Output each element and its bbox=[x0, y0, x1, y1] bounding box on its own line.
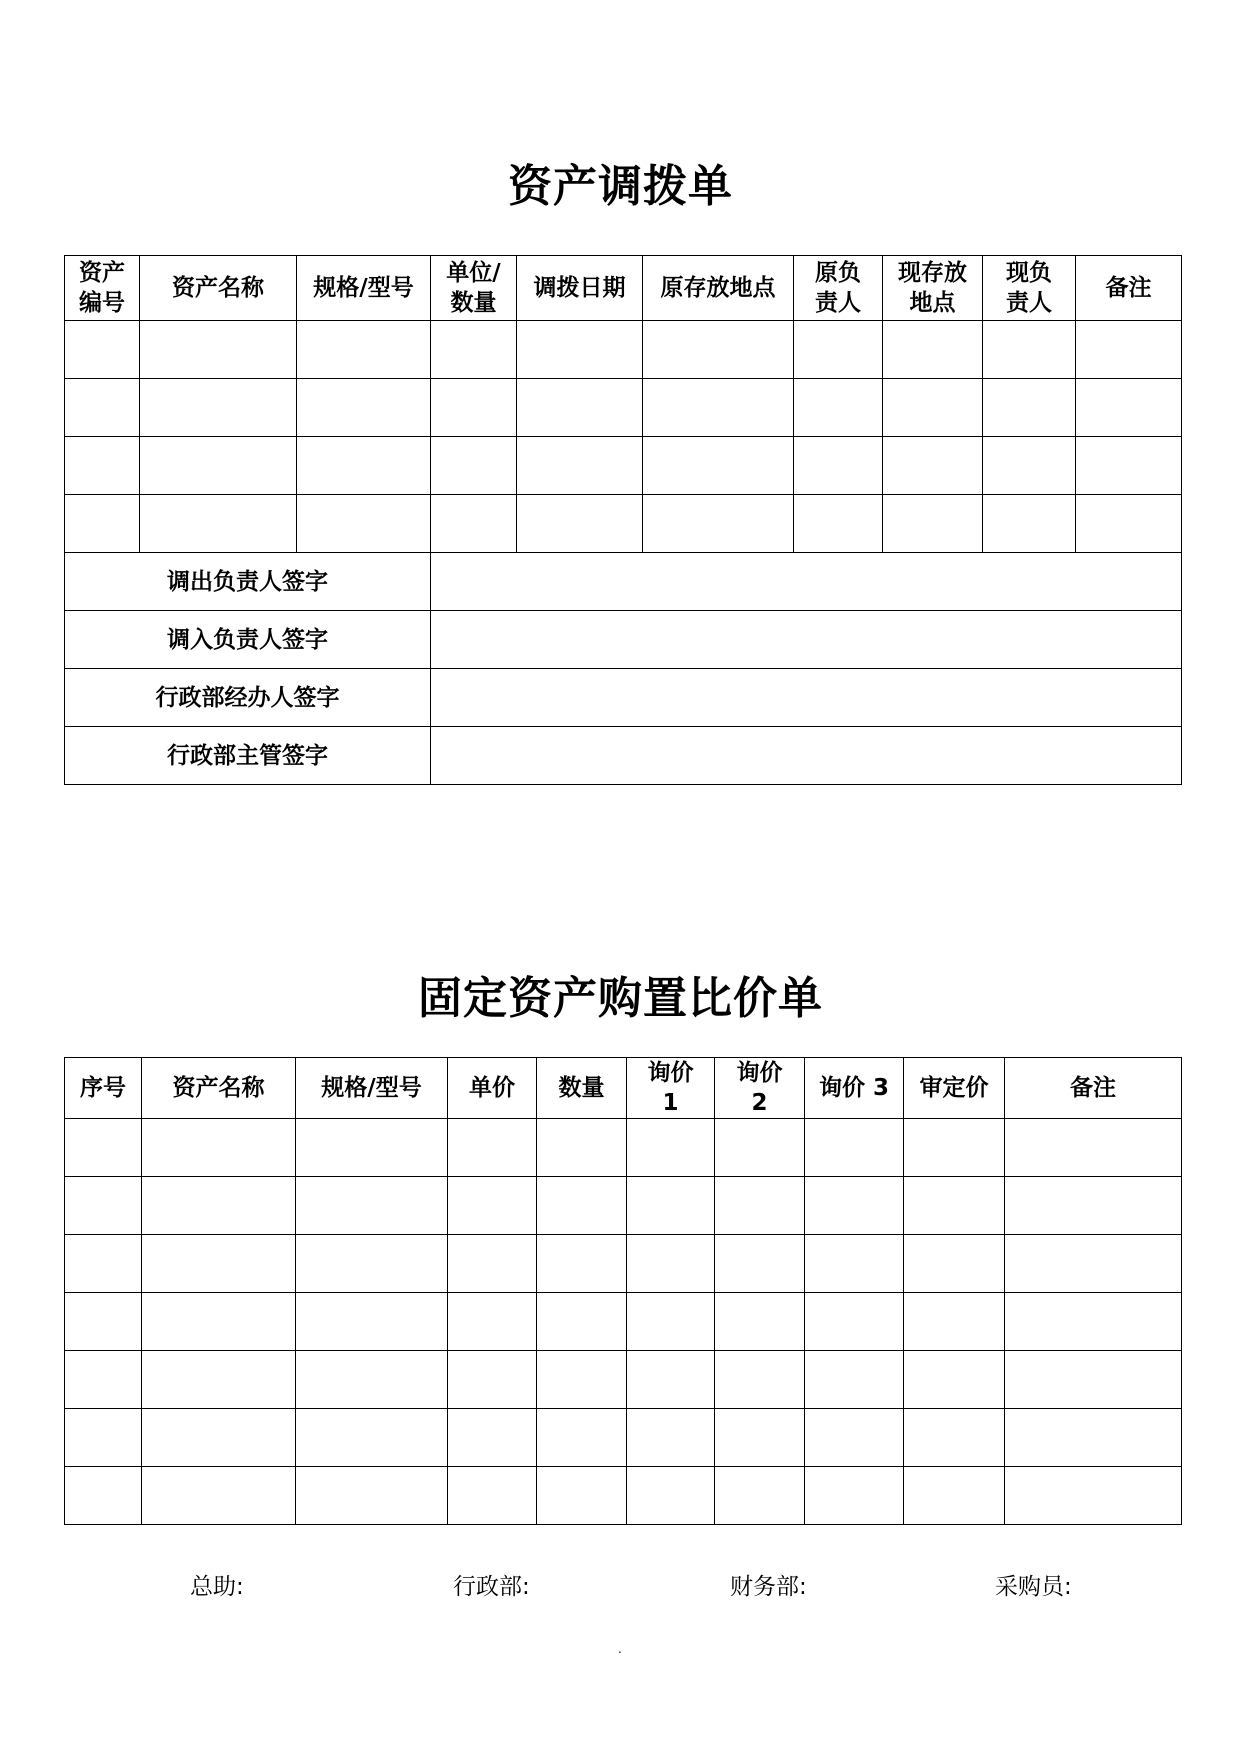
table-cell[interactable] bbox=[904, 1351, 1005, 1409]
table-cell[interactable] bbox=[65, 1351, 142, 1409]
table-cell[interactable] bbox=[904, 1235, 1005, 1293]
header-row bbox=[65, 256, 1182, 321]
table-cell[interactable] bbox=[805, 1235, 904, 1293]
signature-label: 调入负责人签字 bbox=[65, 611, 431, 669]
table-cell[interactable] bbox=[643, 495, 794, 553]
table-cell[interactable] bbox=[537, 1351, 627, 1409]
table-cell[interactable] bbox=[904, 1293, 1005, 1351]
table-cell[interactable] bbox=[715, 1119, 805, 1177]
table-cell[interactable] bbox=[140, 495, 297, 553]
table-cell[interactable] bbox=[140, 437, 297, 495]
table-cell[interactable] bbox=[65, 1235, 142, 1293]
table-cell[interactable] bbox=[448, 1467, 537, 1525]
form1-title: 资产调拨单 bbox=[508, 161, 733, 212]
signature-row bbox=[65, 611, 1182, 669]
table-cell[interactable] bbox=[537, 1467, 627, 1525]
table-cell[interactable] bbox=[297, 437, 431, 495]
table-cell[interactable] bbox=[517, 437, 643, 495]
column-header: 备注 bbox=[1005, 1058, 1182, 1119]
table-cell[interactable] bbox=[715, 1177, 805, 1235]
column-header: 询价 1 bbox=[627, 1058, 715, 1119]
table-cell[interactable] bbox=[794, 379, 883, 437]
column-header: 原存放地点 bbox=[643, 256, 794, 321]
table-cell[interactable] bbox=[431, 321, 517, 379]
signature-label: 调出负责人签字 bbox=[65, 553, 431, 611]
footer-assistant-label: 总助: bbox=[190, 1574, 244, 1600]
table-cell[interactable] bbox=[65, 1119, 142, 1177]
table-cell[interactable] bbox=[448, 1119, 537, 1177]
table-cell[interactable] bbox=[448, 1351, 537, 1409]
table-cell[interactable] bbox=[883, 321, 983, 379]
table-cell[interactable] bbox=[65, 437, 140, 495]
table-cell[interactable] bbox=[142, 1177, 296, 1235]
table-cell[interactable] bbox=[537, 1235, 627, 1293]
table-cell[interactable] bbox=[983, 379, 1076, 437]
signature-field[interactable] bbox=[431, 727, 1182, 785]
table-cell[interactable] bbox=[1076, 437, 1182, 495]
table-cell[interactable] bbox=[296, 1119, 448, 1177]
column-header: 审定价 bbox=[904, 1058, 1005, 1119]
table-cell[interactable] bbox=[904, 1119, 1005, 1177]
table-row bbox=[65, 495, 1182, 553]
table-cell[interactable] bbox=[1005, 1235, 1182, 1293]
table-cell[interactable] bbox=[794, 321, 883, 379]
column-header: 单价 bbox=[448, 1058, 537, 1119]
column-header: 规格/型号 bbox=[297, 256, 431, 321]
header-row bbox=[65, 1058, 1182, 1119]
column-header: 资产名称 bbox=[140, 256, 297, 321]
signature-row bbox=[65, 727, 1182, 785]
column-header: 序号 bbox=[65, 1058, 142, 1119]
table-cell[interactable] bbox=[140, 379, 297, 437]
table-cell[interactable] bbox=[627, 1119, 715, 1177]
table-cell[interactable] bbox=[715, 1235, 805, 1293]
table-cell[interactable] bbox=[627, 1409, 715, 1467]
table-cell[interactable] bbox=[297, 321, 431, 379]
table-row bbox=[65, 1177, 1182, 1235]
table-cell[interactable] bbox=[627, 1467, 715, 1525]
table-cell[interactable] bbox=[805, 1119, 904, 1177]
signature-row bbox=[65, 553, 1182, 611]
table-cell[interactable] bbox=[904, 1177, 1005, 1235]
table-cell[interactable] bbox=[142, 1235, 296, 1293]
table-cell[interactable] bbox=[296, 1467, 448, 1525]
signature-label: 行政部经办人签字 bbox=[65, 669, 431, 727]
table-cell[interactable] bbox=[448, 1409, 537, 1467]
table-cell[interactable] bbox=[297, 379, 431, 437]
table-cell[interactable] bbox=[805, 1177, 904, 1235]
table-cell[interactable] bbox=[715, 1467, 805, 1525]
column-header: 询价 3 bbox=[805, 1058, 904, 1119]
table-cell[interactable] bbox=[297, 495, 431, 553]
table-cell[interactable] bbox=[805, 1409, 904, 1467]
table-cell[interactable] bbox=[883, 437, 983, 495]
table-cell[interactable] bbox=[431, 379, 517, 437]
form2-title: 固定资产购置比价单 bbox=[418, 973, 823, 1024]
asset-transfer-table bbox=[64, 255, 1182, 785]
table-cell[interactable] bbox=[1005, 1351, 1182, 1409]
table-cell[interactable] bbox=[142, 1409, 296, 1467]
table-cell[interactable] bbox=[643, 321, 794, 379]
price-comparison-table bbox=[64, 1057, 1182, 1525]
signature-field[interactable] bbox=[431, 553, 1182, 611]
column-header: 规格/型号 bbox=[296, 1058, 448, 1119]
column-header: 询价 2 bbox=[715, 1058, 805, 1119]
table-cell[interactable] bbox=[296, 1409, 448, 1467]
table-cell[interactable] bbox=[65, 379, 140, 437]
table-cell[interactable] bbox=[627, 1235, 715, 1293]
table-cell[interactable] bbox=[142, 1351, 296, 1409]
table-cell[interactable] bbox=[517, 495, 643, 553]
table-cell[interactable] bbox=[517, 379, 643, 437]
table-row bbox=[65, 379, 1182, 437]
column-header: 现负 责人 bbox=[983, 256, 1076, 321]
table-cell[interactable] bbox=[142, 1119, 296, 1177]
table-cell[interactable] bbox=[142, 1293, 296, 1351]
table-cell[interactable] bbox=[296, 1177, 448, 1235]
table-row bbox=[65, 1235, 1182, 1293]
table-cell[interactable] bbox=[983, 321, 1076, 379]
table-cell[interactable] bbox=[1076, 321, 1182, 379]
table-cell[interactable] bbox=[65, 1177, 142, 1235]
table-cell[interactable] bbox=[65, 1409, 142, 1467]
table-cell[interactable] bbox=[983, 495, 1076, 553]
table-cell[interactable] bbox=[805, 1293, 904, 1351]
column-header: 单位/ 数量 bbox=[431, 256, 517, 321]
table-cell[interactable] bbox=[643, 437, 794, 495]
table-cell[interactable] bbox=[431, 495, 517, 553]
page-marker: . bbox=[618, 1642, 622, 1656]
table-row bbox=[65, 1293, 1182, 1351]
table-cell[interactable] bbox=[65, 1467, 142, 1525]
table-cell[interactable] bbox=[904, 1409, 1005, 1467]
table-cell[interactable] bbox=[1005, 1293, 1182, 1351]
table-cell[interactable] bbox=[431, 437, 517, 495]
signature-label: 行政部主管签字 bbox=[65, 727, 431, 785]
table-cell[interactable] bbox=[140, 321, 297, 379]
table-cell[interactable] bbox=[1076, 379, 1182, 437]
table-row bbox=[65, 1351, 1182, 1409]
column-header: 原负 责人 bbox=[794, 256, 883, 321]
table-cell[interactable] bbox=[65, 1293, 142, 1351]
footer-admin-label: 行政部: bbox=[453, 1574, 530, 1600]
table-cell[interactable] bbox=[883, 379, 983, 437]
column-header: 备注 bbox=[1076, 256, 1182, 321]
signature-field[interactable] bbox=[431, 611, 1182, 669]
table-row bbox=[65, 321, 1182, 379]
footer-purchaser-label: 采购员: bbox=[995, 1574, 1072, 1600]
table-cell[interactable] bbox=[142, 1467, 296, 1525]
table-cell[interactable] bbox=[448, 1177, 537, 1235]
table-cell[interactable] bbox=[448, 1235, 537, 1293]
table-cell[interactable] bbox=[1076, 495, 1182, 553]
table-cell[interactable] bbox=[627, 1293, 715, 1351]
table-cell[interactable] bbox=[715, 1351, 805, 1409]
table-cell[interactable] bbox=[537, 1293, 627, 1351]
table-cell[interactable] bbox=[883, 495, 983, 553]
table-cell[interactable] bbox=[627, 1177, 715, 1235]
table-cell[interactable] bbox=[643, 379, 794, 437]
column-header: 现存放 地点 bbox=[883, 256, 983, 321]
signature-row bbox=[65, 669, 1182, 727]
table-cell[interactable] bbox=[296, 1235, 448, 1293]
table-cell[interactable] bbox=[983, 437, 1076, 495]
footer-finance-label: 财务部: bbox=[730, 1574, 807, 1600]
table-cell[interactable] bbox=[904, 1467, 1005, 1525]
table-cell[interactable] bbox=[627, 1351, 715, 1409]
table-cell[interactable] bbox=[448, 1293, 537, 1351]
table-cell[interactable] bbox=[517, 321, 643, 379]
table-row bbox=[65, 1467, 1182, 1525]
table-cell[interactable] bbox=[794, 495, 883, 553]
column-header: 调拨日期 bbox=[517, 256, 643, 321]
table-row bbox=[65, 1409, 1182, 1467]
signature-field[interactable] bbox=[431, 669, 1182, 727]
table-cell[interactable] bbox=[715, 1293, 805, 1351]
table-cell[interactable] bbox=[805, 1351, 904, 1409]
table-cell[interactable] bbox=[537, 1177, 627, 1235]
table-cell[interactable] bbox=[794, 437, 883, 495]
table-cell[interactable] bbox=[805, 1467, 904, 1525]
table-cell[interactable] bbox=[537, 1119, 627, 1177]
table-cell[interactable] bbox=[537, 1409, 627, 1467]
column-header: 资产名称 bbox=[142, 1058, 296, 1119]
table-row bbox=[65, 1119, 1182, 1177]
table-cell[interactable] bbox=[1005, 1467, 1182, 1525]
table-cell[interactable] bbox=[1005, 1409, 1182, 1467]
table-cell[interactable] bbox=[1005, 1119, 1182, 1177]
table-cell[interactable] bbox=[715, 1409, 805, 1467]
table-cell[interactable] bbox=[1005, 1177, 1182, 1235]
table-cell[interactable] bbox=[65, 321, 140, 379]
table-row bbox=[65, 437, 1182, 495]
table-cell[interactable] bbox=[65, 495, 140, 553]
table-cell[interactable] bbox=[296, 1351, 448, 1409]
column-header: 资产 编号 bbox=[65, 256, 140, 321]
table-cell[interactable] bbox=[296, 1293, 448, 1351]
column-header: 数量 bbox=[537, 1058, 627, 1119]
